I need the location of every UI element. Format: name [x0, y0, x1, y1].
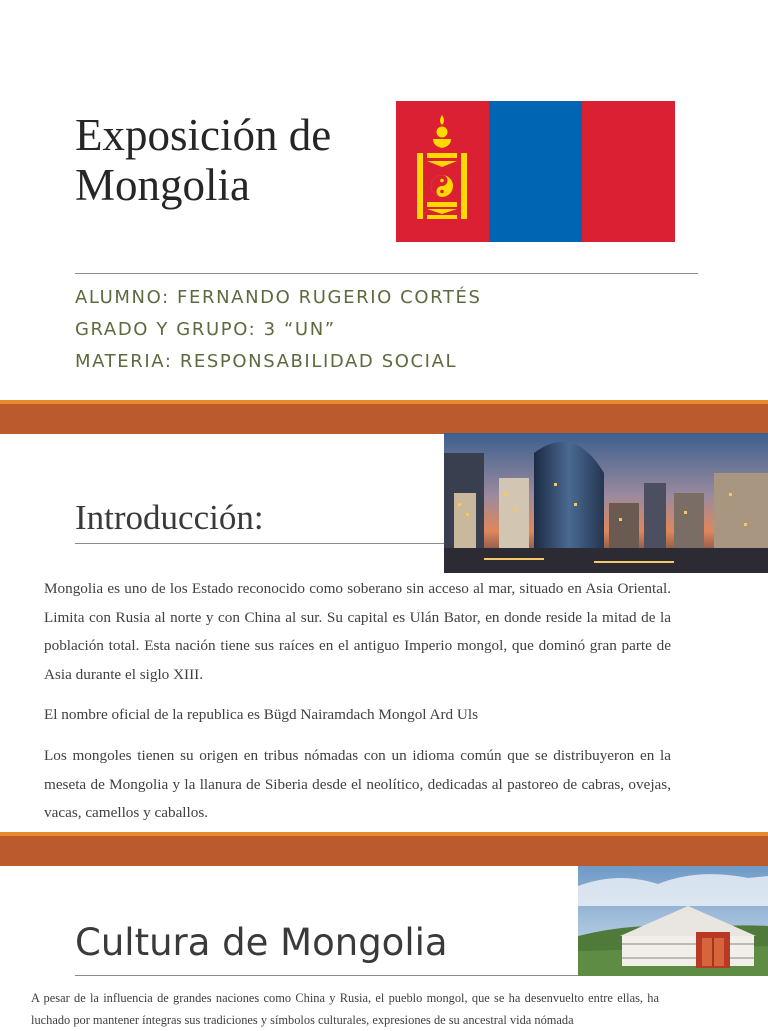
city-skyline-photo	[444, 433, 768, 573]
slide-title: Exposición de Mongolia	[75, 110, 332, 210]
intro-heading: Introducción:	[75, 498, 264, 537]
culture-divider	[75, 975, 578, 976]
subtitle-block	[75, 282, 482, 378]
culture-heading: Cultura de Mongolia	[75, 921, 448, 964]
slide-separator-band	[0, 832, 768, 866]
student-line: ALUMNO: FERNANDO RUGERIO CORTÉS	[75, 287, 482, 308]
flag-center-stripe	[489, 101, 582, 242]
subject-line: MATERIA: RESPONSABILIDAD SOCIAL	[75, 351, 458, 372]
intro-divider	[75, 543, 444, 544]
intro-paragraph-3: Los mongoles tienen su origen en tribus nómadas con un idioma común que se distribuyeron en la meseta de Mongolia y la llanura de Siberia desde el neolítico, dedicadas al pastoreo de cabras, ovejas, vacas, camellos y caballos.	[44, 747, 671, 822]
culture-paragraph: A pesar de la influencia de grandes naciones como China y Rusia, el pueblo mongol, que se ha desenvuelto entre ellas, ha luchado por mantener íntegras sus tradiciones y símbolos culturales, expresiones de su ancestral vida nómada	[31, 991, 659, 1027]
title-divider	[75, 273, 698, 274]
yurt-photo	[578, 866, 768, 976]
mongolia-flag	[396, 101, 675, 242]
intro-paragraph-1: Mongolia es uno de los Estado reconocido como soberano sin acceso al mar, situado en Asia Oriental. Limita con Rusia al norte y con China al sur. Su capital es Ulán Bator, en donde reside la mitad de la población total. Esta nación tiene sus raíces en el antiguo Imperio mongol, que dominó gran parte de Asia durante el siglo XIII.	[44, 580, 671, 684]
flag-right-stripe	[582, 101, 675, 242]
slide-separator-band	[0, 400, 768, 434]
grade-line: GRADO Y GRUPO: 3 “UN”	[75, 319, 336, 340]
intro-paragraph-2: El nombre oficial de la republica es Bügd Nairamdach Mongol Ard Uls	[44, 706, 478, 723]
